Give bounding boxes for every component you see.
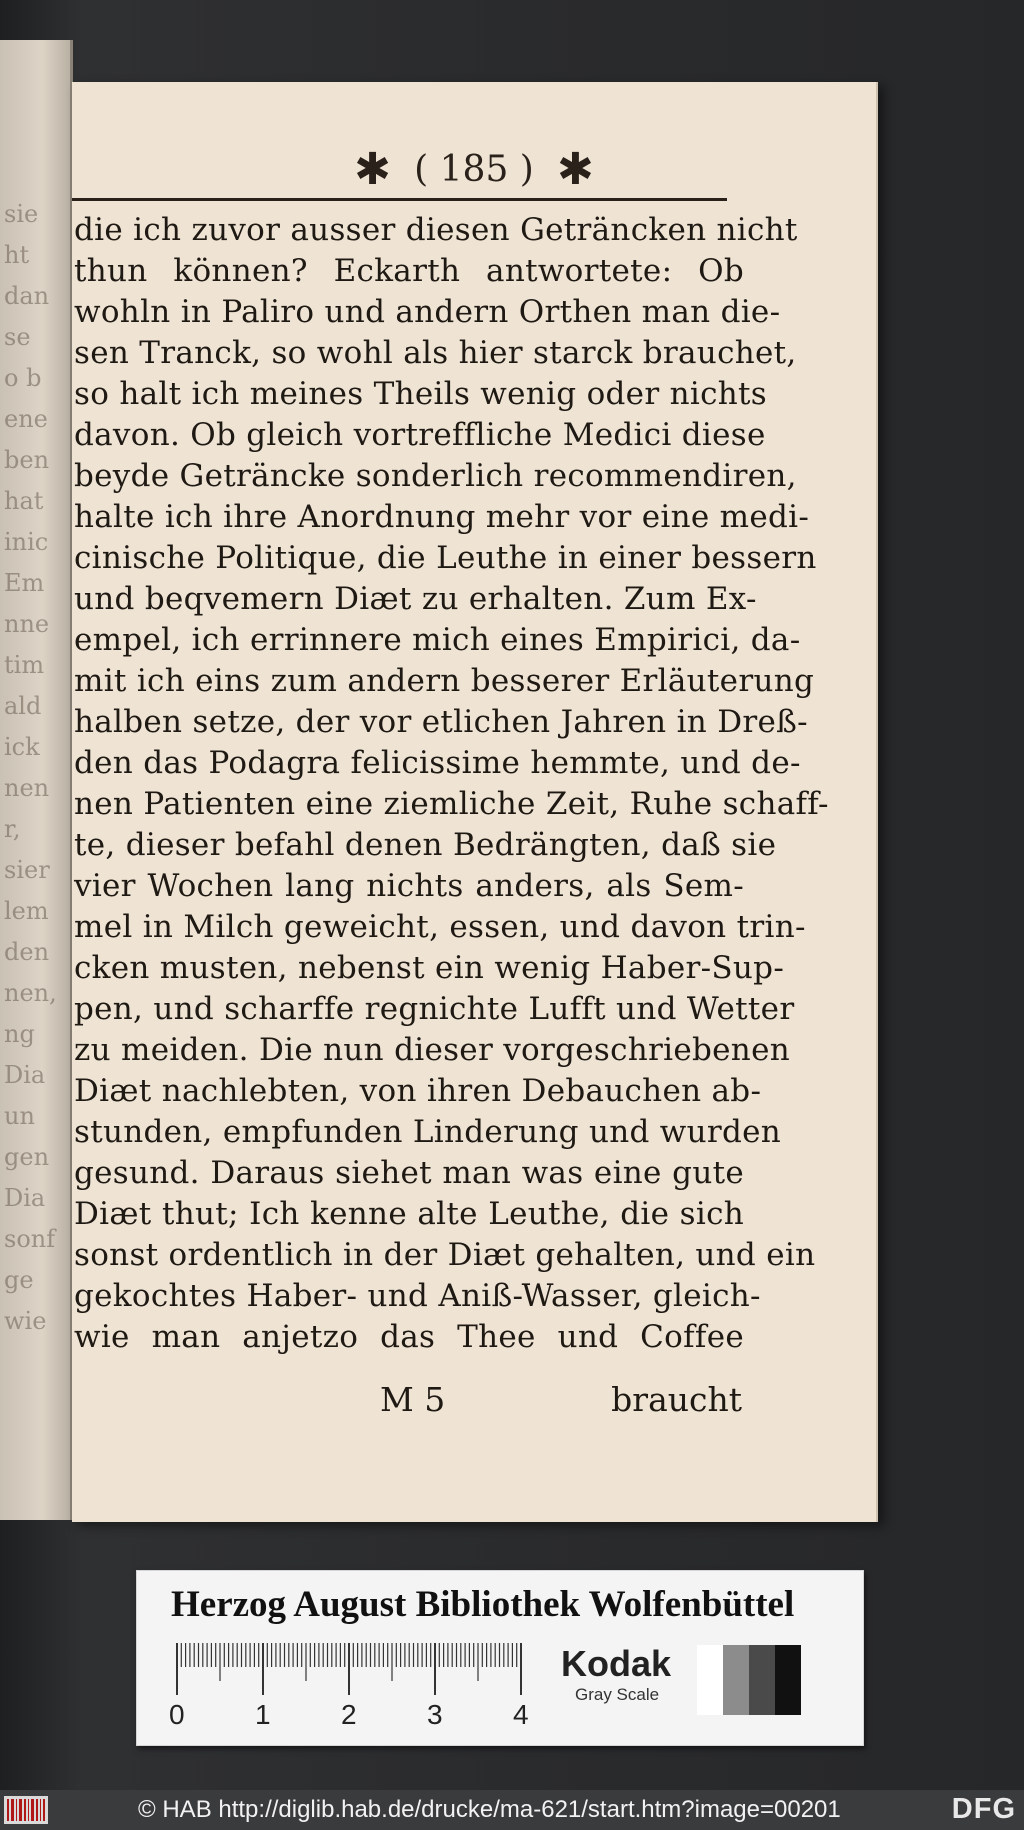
text-line: gekochtes Haber- und Aniß-Wasser, gleich- bbox=[74, 1278, 761, 1314]
previous-page-fragment: ben bbox=[4, 446, 50, 474]
previous-page-fragment: r, bbox=[4, 815, 21, 843]
text-line: davon. Ob gleich vortreffliche Medici diese bbox=[74, 417, 766, 453]
text-line: vier Wochen lang nichts anders, als Sem- bbox=[74, 868, 744, 904]
page-number: ( 185 ) bbox=[414, 149, 534, 190]
previous-page-fragment: lem bbox=[4, 897, 49, 925]
gray-patch bbox=[697, 1645, 723, 1715]
previous-page-fragment: ng bbox=[4, 1020, 35, 1048]
text-line: zu meiden. Die nun dieser vorgeschriebenen bbox=[74, 1032, 790, 1068]
previous-page-fragment: wie bbox=[4, 1307, 47, 1335]
signature-mark: M 5 bbox=[380, 1380, 446, 1419]
previous-page-fragment: nne bbox=[4, 610, 50, 638]
text-line: cken musten, nebenst ein wenig Haber-Sup- bbox=[74, 950, 785, 986]
previous-page-edge bbox=[0, 40, 73, 1520]
page-header bbox=[72, 144, 876, 195]
text-line: halben setze, der vor etlichen Jahren in Dreß- bbox=[74, 704, 808, 740]
previous-page-fragment: Dia bbox=[4, 1061, 46, 1089]
previous-page-fragment: gen bbox=[4, 1143, 50, 1171]
text-line: wie man anjetzo das Thee und Coffee bbox=[74, 1319, 744, 1355]
gray-scale-label: Gray Scale bbox=[575, 1685, 660, 1704]
scale-number: 3 bbox=[427, 1699, 443, 1730]
gray-patch bbox=[749, 1645, 775, 1715]
barcode-icon bbox=[4, 1796, 48, 1824]
previous-page-fragment: hat bbox=[4, 487, 44, 515]
body-text bbox=[74, 210, 829, 1358]
text-line: Diæt nachlebten, von ihren Debauchen ab- bbox=[74, 1073, 762, 1109]
catchword: braucht bbox=[611, 1380, 742, 1419]
scale-number: 2 bbox=[341, 1699, 357, 1730]
previous-page-fragment: nen bbox=[4, 774, 50, 802]
color-target-card bbox=[136, 1570, 864, 1746]
text-line: pen, und scharffe regnichte Lufft und Wetter bbox=[74, 991, 795, 1027]
text-line: te, dieser befahl denen Bedrängten, daß sie bbox=[74, 827, 777, 863]
text-line: gesund. Daraus siehet man was eine gute bbox=[74, 1155, 744, 1191]
ornament-left-icon: ✱ bbox=[354, 144, 392, 195]
previous-page-fragment: den bbox=[4, 938, 50, 966]
previous-page-fragment: un bbox=[4, 1102, 35, 1130]
previous-page-fragment: Em bbox=[4, 569, 45, 597]
text-line: und beqvemern Diæt zu erhalten. Zum Ex- bbox=[74, 581, 757, 617]
book-page bbox=[72, 82, 878, 1522]
text-line: mit ich eins zum andern besserer Erläuterung bbox=[74, 663, 815, 699]
previous-page-fragment: se bbox=[4, 323, 31, 351]
scale-number: 4 bbox=[513, 1699, 529, 1730]
ruler-scale-icon bbox=[173, 1641, 529, 1701]
text-line: sonst ordentlich in der Diæt gehalten, und ein bbox=[74, 1237, 816, 1273]
text-line: sen Tranck, so wohl als hier starck brauchet, bbox=[74, 335, 797, 371]
text-line: nen Patienten eine ziemliche Zeit, Ruhe schaff- bbox=[74, 786, 829, 822]
text-line: beyde Geträncke sonderlich recommendiren, bbox=[74, 458, 797, 494]
text-line: thun können? Eckarth antwortete: Ob bbox=[74, 253, 744, 289]
previous-page-fragment: dan bbox=[4, 282, 50, 310]
previous-page-fragment: o b bbox=[4, 364, 42, 392]
gray-patch bbox=[775, 1645, 801, 1715]
previous-page-fragment: ge bbox=[4, 1266, 34, 1294]
text-line: so halt ich meines Theils wenig oder nichts bbox=[74, 376, 767, 412]
gray-patch bbox=[723, 1645, 749, 1715]
dfg-logo: DFG bbox=[951, 1793, 1016, 1825]
previous-page-fragment: sier bbox=[4, 856, 50, 884]
text-line: empel, ich errinnere mich eines Empirici, da- bbox=[74, 622, 801, 658]
viewer-footer bbox=[0, 1790, 1024, 1830]
gray-patches bbox=[697, 1645, 807, 1715]
text-line: wohln in Paliro und andern Orthen man die- bbox=[74, 294, 781, 330]
text-line: den das Podagra felicissime hemmte, und de- bbox=[74, 745, 801, 781]
header-rule bbox=[72, 198, 727, 201]
text-line: mel in Milch geweicht, essen, und davon trin- bbox=[74, 909, 806, 945]
text-line: Diæt thut; Ich kenne alte Leuthe, die sich bbox=[74, 1196, 744, 1232]
ornament-right-icon: ✱ bbox=[556, 144, 594, 195]
text-line: halte ich ihre Anordnung mehr vor eine medi- bbox=[74, 499, 810, 535]
previous-page-fragment: Dia bbox=[4, 1184, 46, 1212]
page-footer bbox=[72, 1380, 742, 1424]
source-link[interactable]: © HAB http://diglib.hab.de/drucke/ma-621/start.htm?image=00201 bbox=[138, 1796, 841, 1823]
text-line: stunden, empfunden Linderung und wurden bbox=[74, 1114, 782, 1150]
previous-page-fragment: ht bbox=[4, 241, 30, 269]
scale-number: 0 bbox=[169, 1699, 185, 1730]
previous-page-fragment: ene bbox=[4, 405, 48, 433]
previous-page-fragment: nen, bbox=[4, 979, 57, 1007]
text-line: die ich zuvor ausser diesen Geträncken nicht bbox=[74, 212, 798, 248]
previous-page-fragment: ald bbox=[4, 692, 42, 720]
scale-number: 1 bbox=[255, 1699, 271, 1730]
previous-page-fragment: inic bbox=[4, 528, 49, 556]
kodak-logo: Kodak bbox=[561, 1643, 672, 1684]
text-line: cinische Politique, die Leuthe in einer bessern bbox=[74, 540, 817, 576]
previous-page-fragment: sonf bbox=[4, 1225, 56, 1253]
previous-page-fragment: ick bbox=[4, 733, 40, 761]
previous-page-fragment: sie bbox=[4, 200, 39, 228]
library-name: Herzog August Bibliothek Wolfenbüttel bbox=[171, 1584, 795, 1625]
previous-page-fragment: tim bbox=[4, 651, 45, 679]
